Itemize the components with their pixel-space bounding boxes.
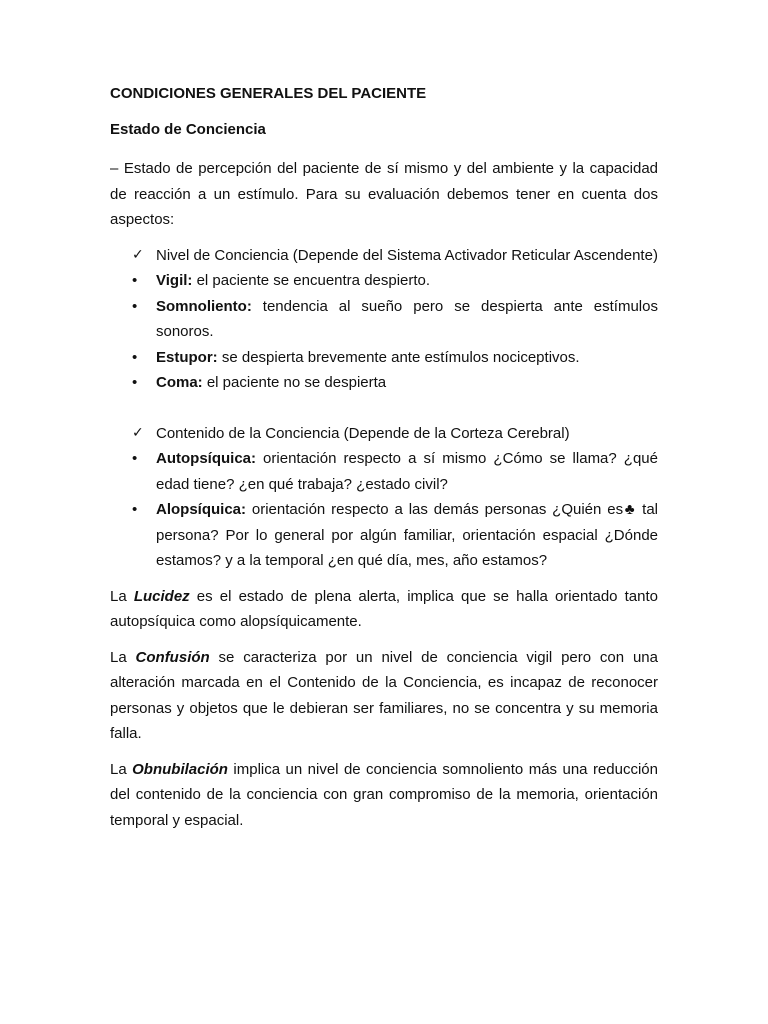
paragraph-prefix: La	[110, 760, 133, 778]
bullet-icon: •	[132, 501, 138, 518]
check-icon: ✓	[132, 246, 144, 263]
paragraph-term: Confusión	[135, 648, 210, 666]
list-item	[110, 268, 658, 294]
paragraph-prefix: La	[110, 587, 134, 605]
paragraph-term: Obnubilación	[132, 760, 228, 778]
paragraph-text: se caracteriza por un nivel de conciencia vigil pero con una alteración marcada en el Contenido de la Conciencia, es incapaz de reconocer personas y objetos que le debieran ser familiares, no se concentra y su memoria falla.	[110, 648, 658, 742]
list-text: orientación respecto a sí mismo ¿Cómo se llama? ¿qué edad tiene? ¿en qué trabaja? ¿estado civil?	[156, 450, 658, 493]
list-item	[110, 294, 658, 345]
paragraph-term: Lucidez	[133, 587, 190, 605]
list-item	[110, 345, 658, 371]
list-term: Coma:	[156, 374, 203, 391]
document-title: CONDICIONES GENERALES DEL PACIENTE	[110, 85, 427, 102]
paragraph-obnubilacion	[110, 757, 658, 834]
list-text: se despierta brevemente ante estímulos nociceptivos.	[217, 348, 580, 366]
list-term: Alopsíquica:	[156, 501, 247, 518]
content-list	[110, 421, 658, 574]
check-icon: ✓	[132, 424, 144, 441]
paragraph-text: implica un nivel de conciencia somnoliento más una reducción del contenido de la conciencia con gran compromiso de la memoria, orientación temporal y espacial.	[110, 760, 658, 829]
check-item-content	[110, 421, 658, 447]
list-term: Estupor:	[156, 348, 218, 366]
check-item-text: Contenido de la Conciencia (Depende de la Corteza Cerebral)	[156, 424, 570, 442]
list-text: orientación respecto a las demás personas ¿Quién es♣ tal persona? Por lo general por algún familiar, orientación espacial ¿Dónde estamos? y a la temporal ¿en qué día, mes, año estamos?	[156, 501, 658, 569]
list-item	[110, 370, 658, 396]
section-title: Estado de Conciencia	[110, 121, 266, 138]
list-spacer	[110, 396, 658, 421]
paragraph-text: es el estado de plena alerta, implica que se halla orientado tanto autopsíquica como alopsíquicamente.	[110, 587, 658, 630]
list-item	[110, 446, 658, 497]
list-text: el paciente no se despierta	[202, 374, 387, 391]
paragraph-lucidez	[110, 584, 658, 635]
bullet-icon: •	[132, 297, 138, 315]
paragraph-confusion	[110, 645, 658, 747]
bullet-icon: •	[132, 272, 138, 289]
list-item	[110, 497, 658, 574]
list-term: Vigil:	[156, 272, 193, 289]
bullet-icon: •	[132, 450, 138, 467]
level-list	[110, 243, 658, 396]
intro-paragraph: – Estado de percepción del paciente de sí mismo y del ambiente y la capacidad de reacción a un estímulo. Para su evaluación debemos tener en cuenta dos aspectos:	[110, 160, 658, 228]
list-term: Autopsíquica:	[156, 450, 256, 467]
check-item-level	[110, 243, 658, 269]
paragraph-prefix: La	[110, 648, 136, 666]
check-item-text: Nivel de Conciencia (Depende del Sistema Activador Reticular Ascendente)	[156, 246, 658, 264]
bullet-icon: •	[132, 374, 138, 391]
list-text: el paciente se encuentra despierto.	[192, 272, 431, 289]
document-body	[110, 84, 658, 833]
list-term: Somnoliento:	[156, 297, 252, 315]
list-text: tendencia al sueño pero se despierta ante estímulos sonoros.	[156, 297, 658, 340]
bullet-icon: •	[132, 348, 138, 366]
